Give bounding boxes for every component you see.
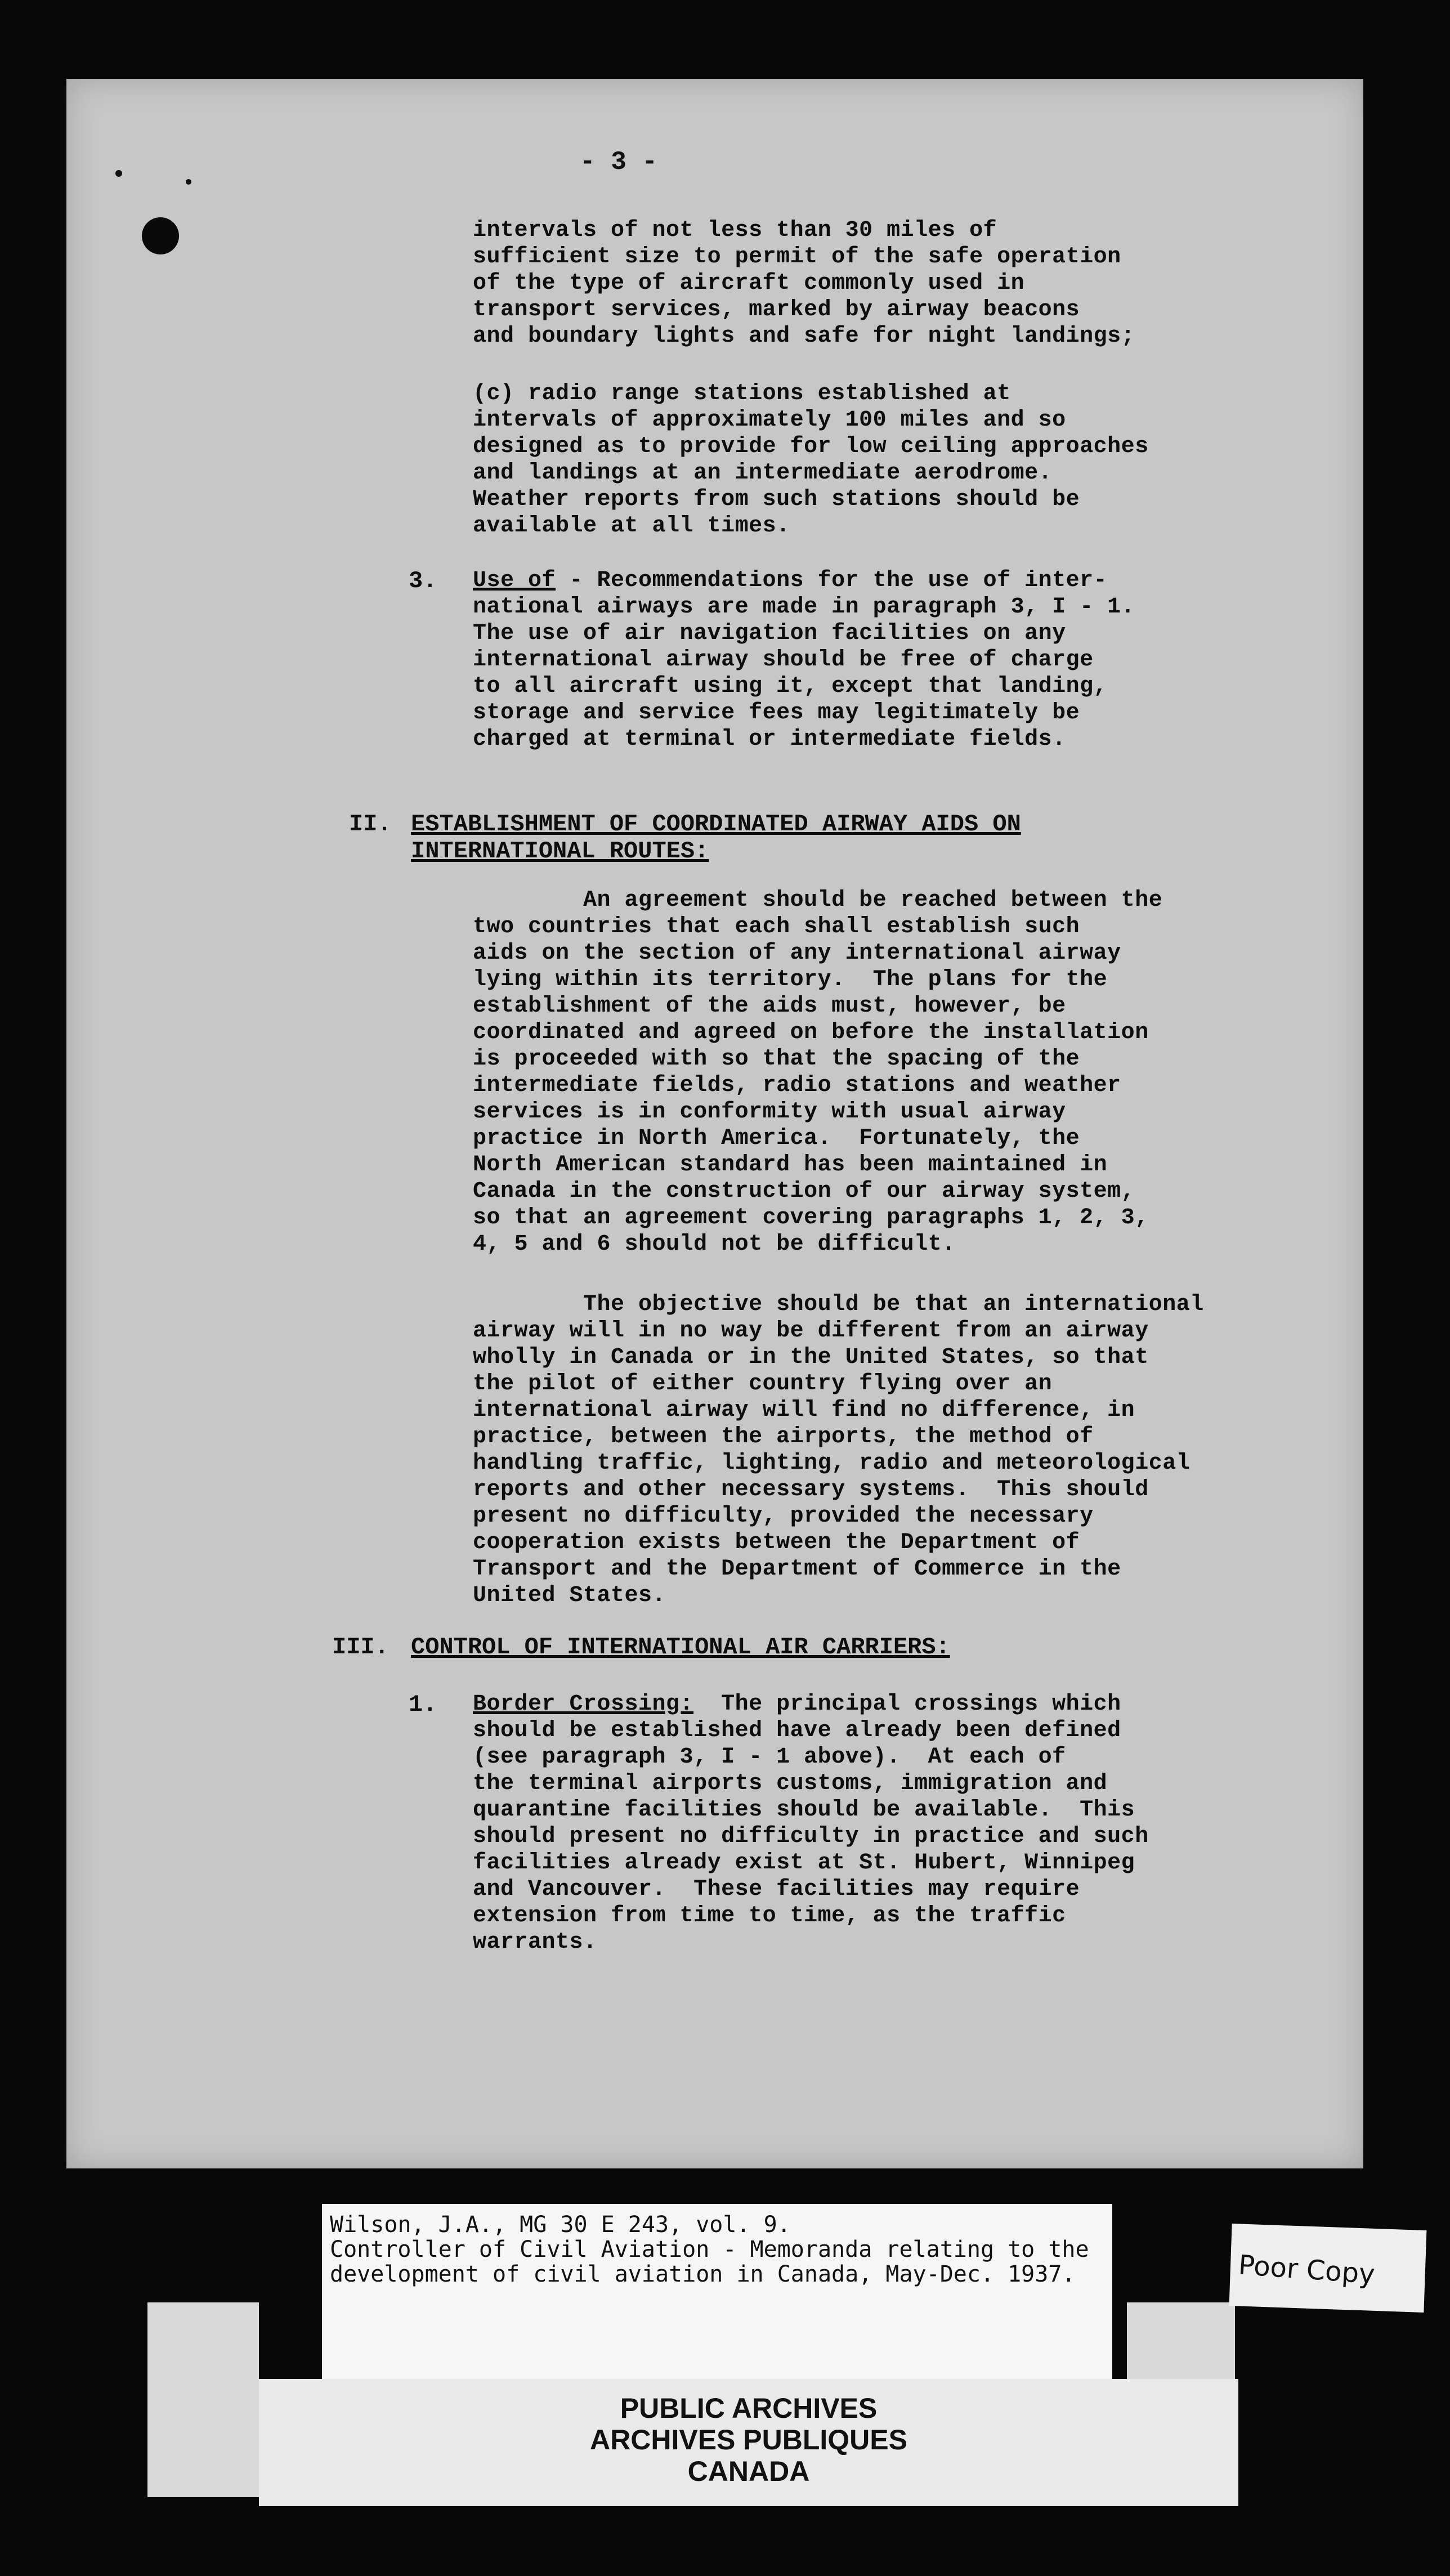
item-1-number: 1. [409, 1691, 437, 1718]
stamp-line-3: CANADA [687, 2456, 810, 2487]
item-3-first-text: - Recommendations for the use of inter- [556, 568, 1108, 593]
paragraph-b-continued: intervals of not less than 30 miles of sufficient size to permit of the safe operation of the type of aircraft commonly used in transport services, marked by airway beacons and boundary lights and safe for night landings; [473, 218, 1135, 349]
section-3-title: CONTROL OF INTERNATIONAL AIR CARRIERS: [411, 1634, 950, 1661]
page-number: - 3 - [580, 147, 658, 177]
item-3-title: Use of [473, 568, 556, 593]
section-2-paragraph-2: The objective should be that an international airway will in no way be different from an airway wholly in Canada or in the United States, so that the pilot of either country flying over an international airway will find no difference, in practice, between the airports, the method of handling traffic, lighting, radio and meteorological reports and other necessary systems. This should present no difficulty, provided the necessary cooperation exists between the Department of Transport and the Department of Commerce in the United States. [473, 1292, 1204, 1608]
archive-label-text: Wilson, J.A., MG 30 E 243, vol. 9. Controller of Civil Aviation - Memoranda relating to the development of civil aviation in Canada, May-Dec. 1937. [330, 2212, 1089, 2287]
item-3-text: national airways are made in paragraph 3, I - 1. The use of air navigation facilities on any international airway should be free of charge to all aircraft using it, except that landing, storage and service fees may legitimately be charged at terminal or intermediate fields. [473, 594, 1135, 752]
stamp-line-1: PUBLIC ARCHIVES [620, 2392, 878, 2424]
item-3-first-line [473, 567, 1107, 594]
archives-stamp [259, 2392, 1238, 2487]
item-3-number: 3. [409, 567, 437, 594]
item-1-first-line [473, 1691, 1121, 1718]
speck [115, 170, 122, 177]
section-3-number: III. [332, 1634, 389, 1661]
item-1-first-text: The principal crossings which [693, 1692, 1121, 1717]
section-2-paragraph-1: An agreement should be reached between the two countries that each shall establish such aids on the section of any international airway lying within its territory. The plans for the establishment of the aids must, however, be coordinated and agreed on before the installation is proceeded with so that the spacing of the intermediate fields, radio stations and weather services is in conformity with usual airway practice in North America. Fortunately, the North American standard has been maintained in Canada in the construction of our airway system, so that an agreement covering paragraphs 1, 2, 3, 4, 5 and 6 should not be difficult. [473, 888, 1163, 1257]
stamp-bracket-left [147, 2302, 259, 2497]
section-2-number: II. [349, 811, 392, 838]
stamp-line-2: ARCHIVES PUBLIQUES [590, 2424, 907, 2456]
paragraph-c: (c) radio range stations established at intervals of approximately 100 miles and so designed as to provide for low ceiling approaches and landings at an intermediate aerodrome. Weather reports from such stations should be available at all times. [473, 381, 1149, 539]
item-1-text: should be established have already been defined (see paragraph 3, I - 1 above). At each of the terminal airports customs, immigration and quarantine facilities should be available. This should present no difficulty in practice and such facilities already exist at St. Hubert, Winnipeg and Vancouver. These facilities may require extension from time to time, as the traffic warrants. [473, 1718, 1149, 1955]
item-1-title: Border Crossing: [473, 1692, 694, 1717]
speck [186, 179, 191, 185]
poor-copy-text: Poor Copy [1237, 2249, 1376, 2291]
punch-hole [142, 217, 179, 254]
section-2-title-line-1: ESTABLISHMENT OF COORDINATED AIRWAY AIDS ON [411, 811, 1021, 838]
section-2-title-line-2: INTERNATIONAL ROUTES: [411, 838, 709, 865]
